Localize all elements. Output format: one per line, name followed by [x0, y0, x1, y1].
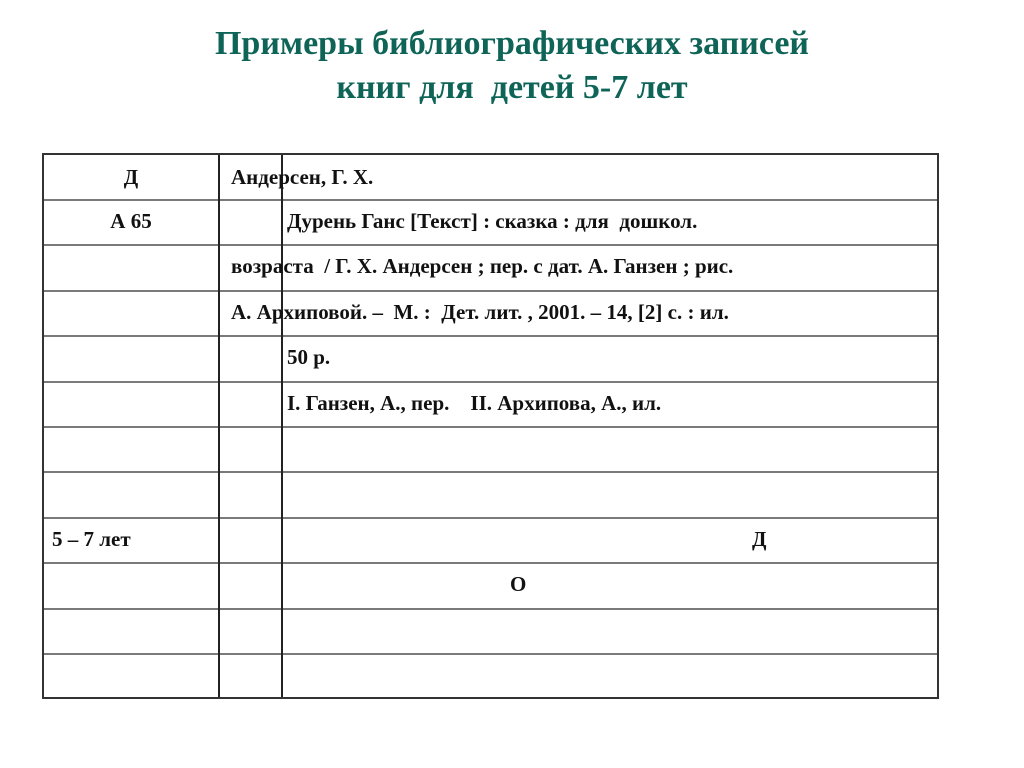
author-mark: А 65 [110, 209, 152, 233]
shelf-mark-index: Д [123, 165, 139, 189]
section-mark: О [510, 572, 527, 596]
row-divider [44, 335, 937, 337]
author-heading: Андерсен, Г. Х. [231, 165, 374, 189]
column-divider [281, 155, 283, 697]
column-divider [218, 155, 220, 697]
row-divider [44, 653, 937, 655]
title-line: Дурень Ганс [Текст] : сказка : для дошкол. [287, 209, 698, 233]
title-line-1: Примеры библиографических записей [214, 25, 810, 62]
row-divider [44, 471, 937, 473]
page-title [0, 22, 1024, 110]
tracings-line: I. Ганзен, А., пер. II. Архипова, А., ил. [287, 391, 662, 415]
title-line-2: книг для детей 5-7 лет [336, 69, 688, 106]
row-divider [44, 517, 937, 519]
age-label: 5 – 7 лет [52, 527, 131, 551]
price-line: 50 р. [287, 345, 331, 369]
responsibility-line: возраста / Г. Х. Андерсен ; пер. с дат. А. Ганзен ; рис. [231, 254, 734, 278]
catalog-card [42, 153, 939, 699]
row-divider [44, 426, 937, 428]
row-divider [44, 562, 937, 564]
collection-mark: Д [752, 527, 767, 551]
publication-line: А. Архиповой. – М. : Дет. лит. , 2001. – 14, [2] с. : ил. [231, 300, 729, 324]
row-divider [44, 608, 937, 610]
